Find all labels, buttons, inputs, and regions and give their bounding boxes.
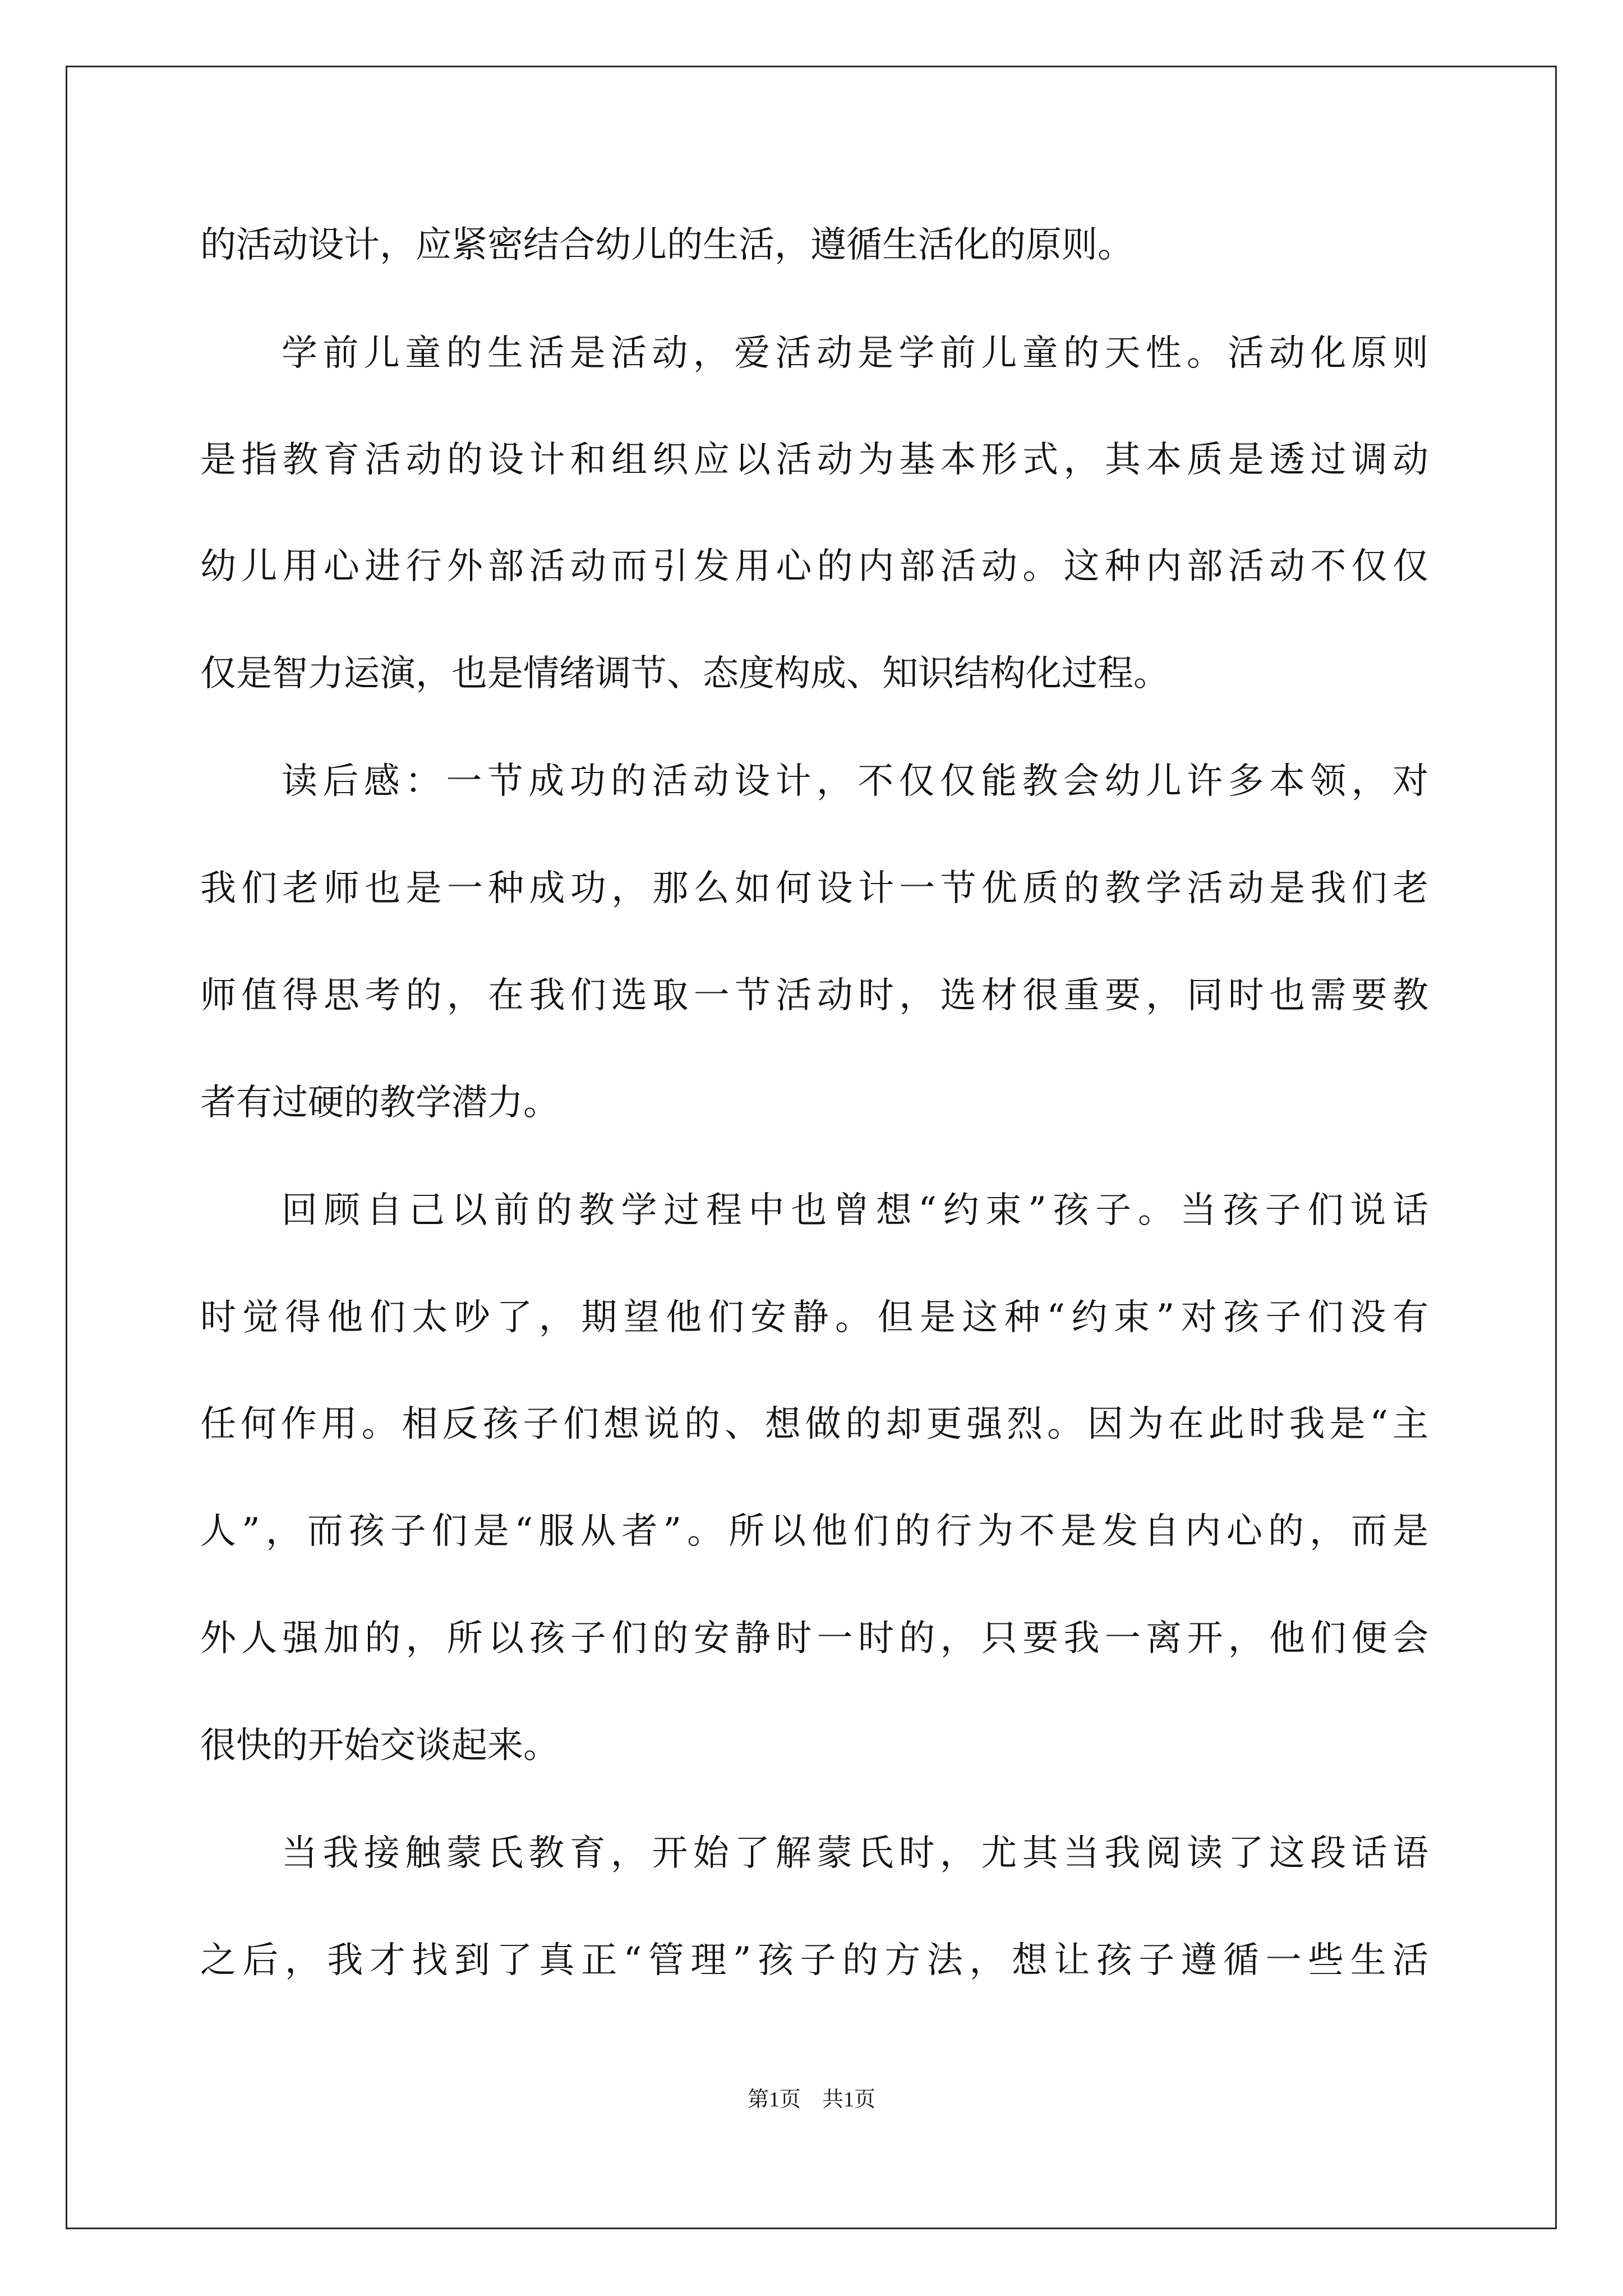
paragraph-line: 人”，而孩子们是“服从者”。所以他们的行为不是发自内心的，而是 [200, 1511, 1428, 1552]
page-footer [0, 2086, 1623, 2114]
page-number: 第1页 [747, 2088, 801, 2111]
paragraph-line: 幼儿用心进行外部活动而引发用心的内部活动。这种内部活动不仅仅 [200, 546, 1428, 587]
paragraph-line: 学前儿童的生活是活动，爱活动是学前儿童的天性。活动化原则 [282, 333, 1428, 374]
paragraph-line: 者有过硬的教学潜力。 [200, 1082, 559, 1124]
page-frame [66, 66, 1557, 2229]
paragraph-line: 师值得思考的，在我们选取一节活动时，选材很重要，同时也需要教 [200, 975, 1428, 1016]
page-total: 共1页 [822, 2088, 876, 2111]
paragraph-line: 的活动设计，应紧密结合幼儿的生活，遵循生活化的原则。 [200, 224, 1133, 266]
paragraph-line: 是指教育活动的设计和组织应以活动为基本形式，其本质是透过调动 [200, 439, 1428, 481]
paragraph-line: 时觉得他们太吵了，期望他们安静。但是这种“约束”对孩子们没有 [200, 1297, 1428, 1338]
paragraph-line: 回顾自己以前的教学过程中也曾想“约束”孩子。当孩子们说话 [282, 1190, 1428, 1231]
paragraph-line: 仅是智力运演，也是情绪调节、态度构成、知识结构化过程。 [200, 653, 1169, 694]
paragraph-line: 当我接触蒙氏教育，开始了解蒙氏时，尤其当我阅读了这段话语 [282, 1833, 1428, 1874]
paragraph-line: 读后感：一节成功的活动设计，不仅仅能教会幼儿许多本领，对 [282, 761, 1428, 802]
paragraph-line: 任何作用。相反孩子们想说的、想做的却更强烈。因为在此时我是“主 [200, 1404, 1428, 1445]
paragraph-line: 我们老师也是一种成功，那么如何设计一节优质的教学活动是我们老 [200, 868, 1428, 909]
paragraph-line: 之后，我才找到了真正“管理”孩子的方法，想让孩子遵循一些生活 [200, 1940, 1428, 1981]
paragraph-line: 外人强加的，所以孩子们的安静时一时的，只要我一离开，他们便会 [200, 1618, 1428, 1659]
paragraph-line: 很快的开始交谈起来。 [200, 1725, 559, 1766]
